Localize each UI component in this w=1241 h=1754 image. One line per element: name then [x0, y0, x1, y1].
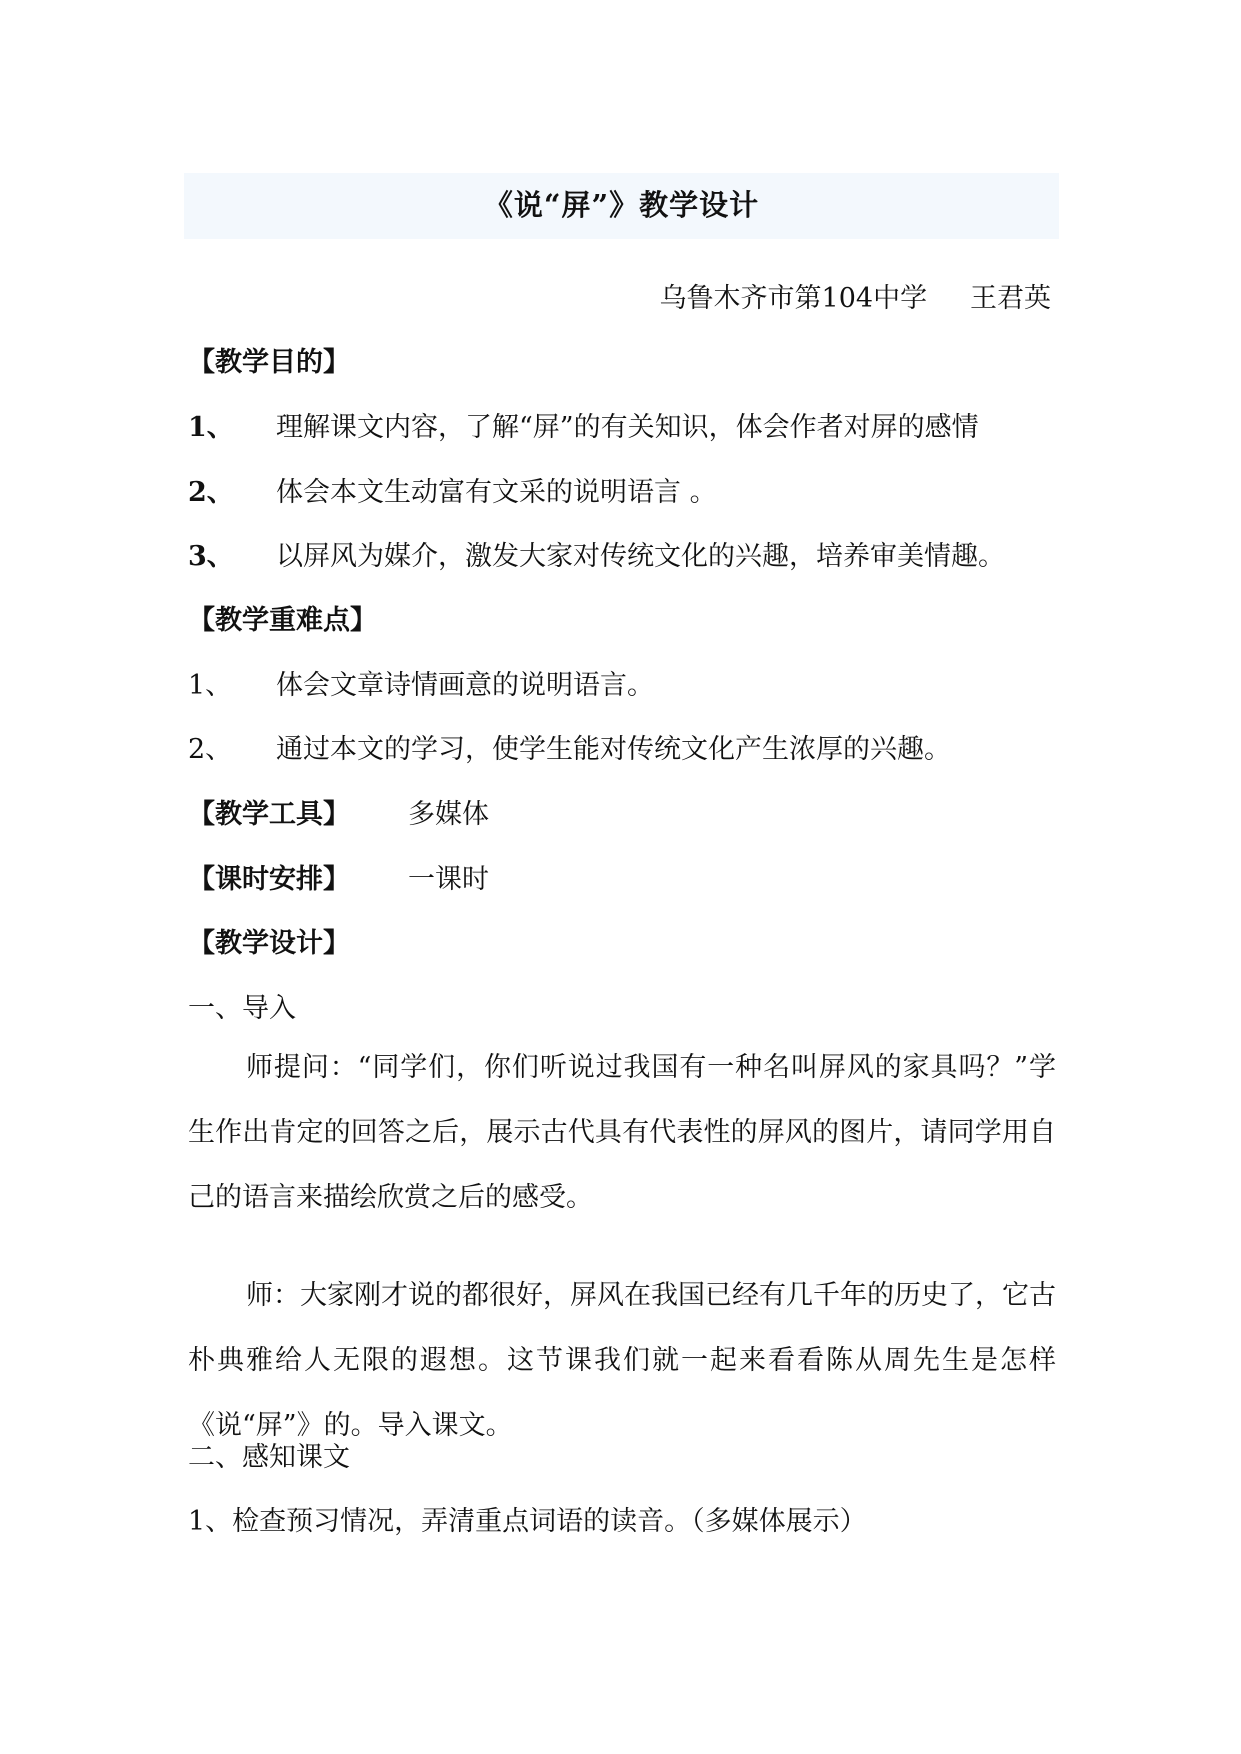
objective-number: 3、: [188, 541, 234, 572]
key-point-item: [188, 727, 951, 766]
objective-text: 体会本文生动富有文采的说明语言 。: [276, 477, 717, 508]
key-point-number: 1、: [188, 670, 233, 701]
tools-label: 【教学工具】: [188, 799, 350, 830]
objective-item: [188, 470, 717, 509]
objective-number: 1、: [188, 412, 234, 443]
section-item: 1、检查预习情况，弄清重点词语的读音。（多媒体展示）: [188, 1506, 867, 1537]
intro-paragraph: 师：大家刚才说的都很好，屏风在我国已经有几千年的历史了，它古朴典雅给人无限的遐想。这节课我们就一起来看看陈从周先生是怎样《说“屏”》的。导入课文。: [188, 1280, 1056, 1441]
section-title: 二、感知课文: [188, 1442, 350, 1473]
schedule-value: 一课时: [408, 864, 489, 895]
schedule-label: 【课时安排】: [188, 864, 350, 895]
objective-item: [188, 405, 979, 444]
objectives-heading: 【教学目的】: [188, 347, 350, 378]
objective-text: 理解课文内容，了解“屏”的有关知识，体会作者对屏的感情: [276, 412, 979, 443]
tools-line: [188, 792, 489, 831]
intro-paragraph: 师提问：“同学们，你们听说过我国有一种名叫屏风的家具吗？”学生作出肯定的回答之后，展示古代具有代表性的屏风的图片，请同学用自己的语言来描绘欣赏之后的感受。: [188, 1052, 1056, 1213]
key-point-text: 体会文章诗情画意的说明语言。: [276, 670, 654, 701]
design-heading: 【教学设计】: [188, 928, 350, 959]
document-title: 《说“屏”》教学设计: [483, 188, 760, 222]
section-title: 一、导入: [188, 993, 296, 1024]
schedule-line: [188, 857, 489, 896]
objective-number: 2、: [188, 477, 234, 508]
key-point-number: 2、: [188, 734, 233, 765]
key-points-heading: 【教学重难点】: [188, 605, 377, 636]
key-point-text: 通过本文的学习，使学生能对传统文化产生浓厚的兴趣。: [276, 734, 951, 765]
objective-item: [188, 534, 1005, 573]
key-point-item: [188, 663, 654, 702]
tools-value: 多媒体: [408, 799, 489, 830]
author-line: 乌鲁木齐市第104中学 王君英: [659, 283, 1051, 314]
objective-text: 以屏风为媒介，激发大家对传统文化的兴趣，培养审美情趣。: [276, 541, 1005, 572]
